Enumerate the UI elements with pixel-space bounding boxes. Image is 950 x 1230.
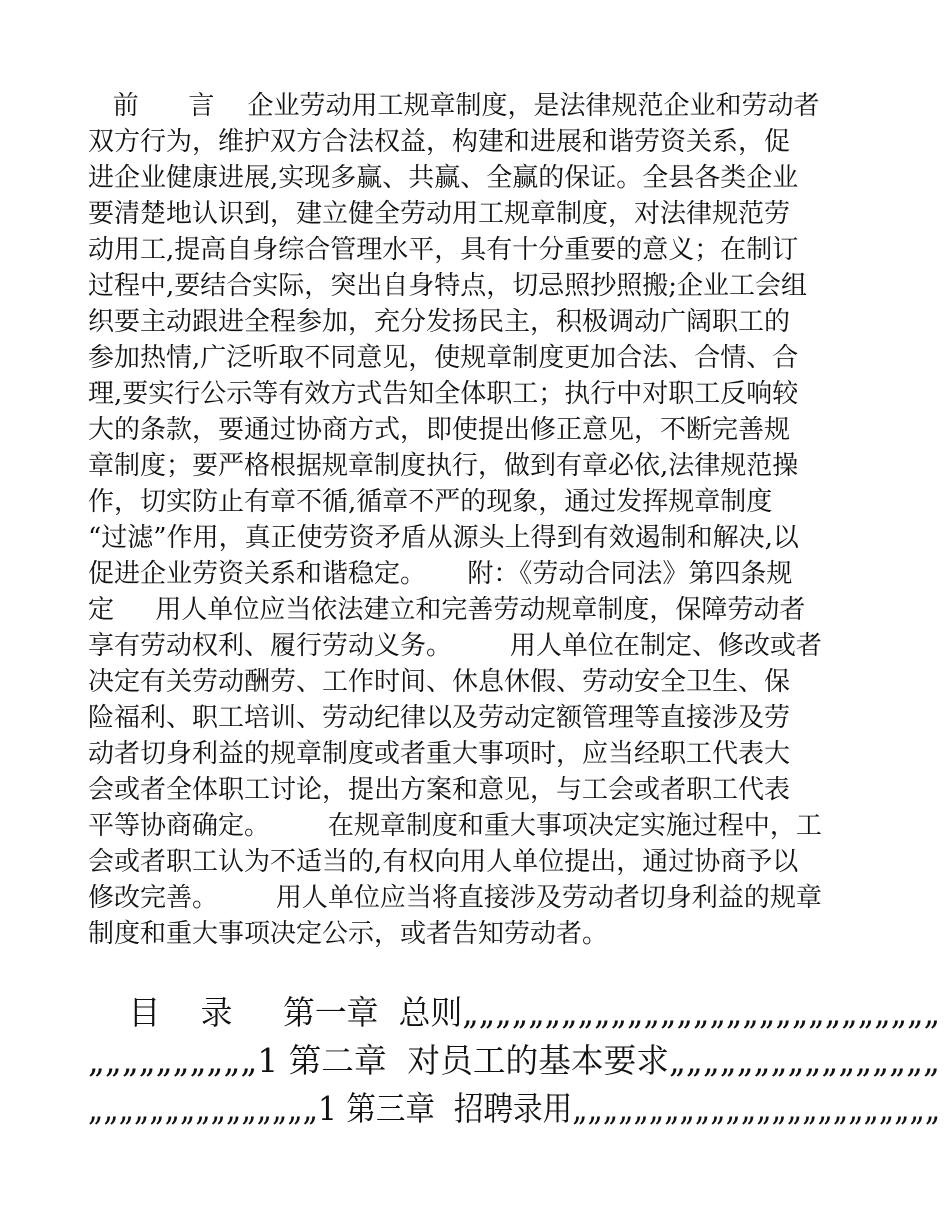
preface-line: 理,要实行公示等有效方式告知全体职工；执行中对职工反响较 [88, 379, 799, 409]
preface-line: 修改完善。 用人单位应当将直接涉及劳动者切身利益的规章 [88, 883, 822, 913]
toc-line: 目 录 第一章 总则„„„„„„„„„„„„„„„„„„„„„„„„„„„„„ [88, 993, 941, 1032]
preface-line: 定 用人单位应当依法建立和完善劳动规章制度，保障劳动者 [88, 595, 806, 625]
preface-line: 章制度；要严格根据规章制度执行，做到有章必依,法律规范操 [88, 451, 799, 481]
preface-line: 大的条款，要通过协商方式，即使提出修正意见，不断完善规 [88, 415, 791, 445]
preface-line: 制度和重大事项决定公示，或者告知劳动者。 [88, 919, 609, 949]
preface-line: 动用工,提高自身综合管理水平，具有十分重要的意义；在制订 [88, 235, 799, 265]
preface-line: 前 言 企业劳动用工规章制度，是法律规范企业和劳动者 [88, 91, 820, 121]
preface-line: 会或者全体职工讨论，提出方案和意见，与工会或者职工代表 [88, 775, 791, 805]
preface-line: 平等协商确定。 在规章制度和重大事项决定实施过程中，工 [88, 811, 822, 841]
preface-line: 决定有关劳动酬劳、工作时间、休息休假、劳动安全卫生、保 [88, 667, 791, 697]
preface-line: 促进企业劳资关系和谐稳定。 附：《劳动合同法》第四条规 [88, 559, 793, 589]
preface-line: 动者切身利益的规章制度或者重大事项时，应当经职工代表大 [88, 739, 791, 769]
preface-line: 双方行为，维护双方合法权益，构建和进展和谐劳资关系，促 [88, 127, 791, 157]
preface-line: 织要主动跟进全程参加，充分发扬民主，积极调动广阔职工的 [88, 307, 791, 337]
preface-line: 作，切实防止有章不循,循章不严的现象，通过发挥规章制度 [88, 487, 773, 517]
preface-line: “过滤”作用，真正使劳资矛盾从源头上得到有效遏制和解决,以 [88, 523, 799, 553]
preface-line: 会或者职工认为不适当的,有权向用人单位提出，通过协商予以 [88, 847, 799, 877]
preface-line: 要清楚地认识到，建立健全劳动用工规章制度，对法律规范劳 [88, 199, 791, 229]
preface-line: 参加热情,广泛听取不同意见，使规章制度更加合法、合情、合 [88, 343, 799, 373]
preface-line: 过程中,要结合实际，突出自身特点，切忌照抄照搬;企业工会组 [88, 271, 808, 301]
toc-line: „„„„„„„„„„1 第二章 对员工的基本要求„„„„„„„„„„„„„„„„ [88, 1041, 940, 1080]
toc-line: „„„„„„„„„„„„„„„1 第三章 招聘录用„„„„„„„„„„„„„„„„„„„„„„„„ [88, 1089, 941, 1128]
preface-line: 享有劳动权利、履行劳动义务。 用人单位在制定、修改或者 [88, 631, 822, 661]
preface-line: 险福利、职工培训、劳动纪律以及劳动定额管理等直接涉及劳 [88, 703, 791, 733]
preface-line: 进企业健康进展,实现多赢、共赢、全赢的保证。全县各类企业 [88, 163, 799, 193]
